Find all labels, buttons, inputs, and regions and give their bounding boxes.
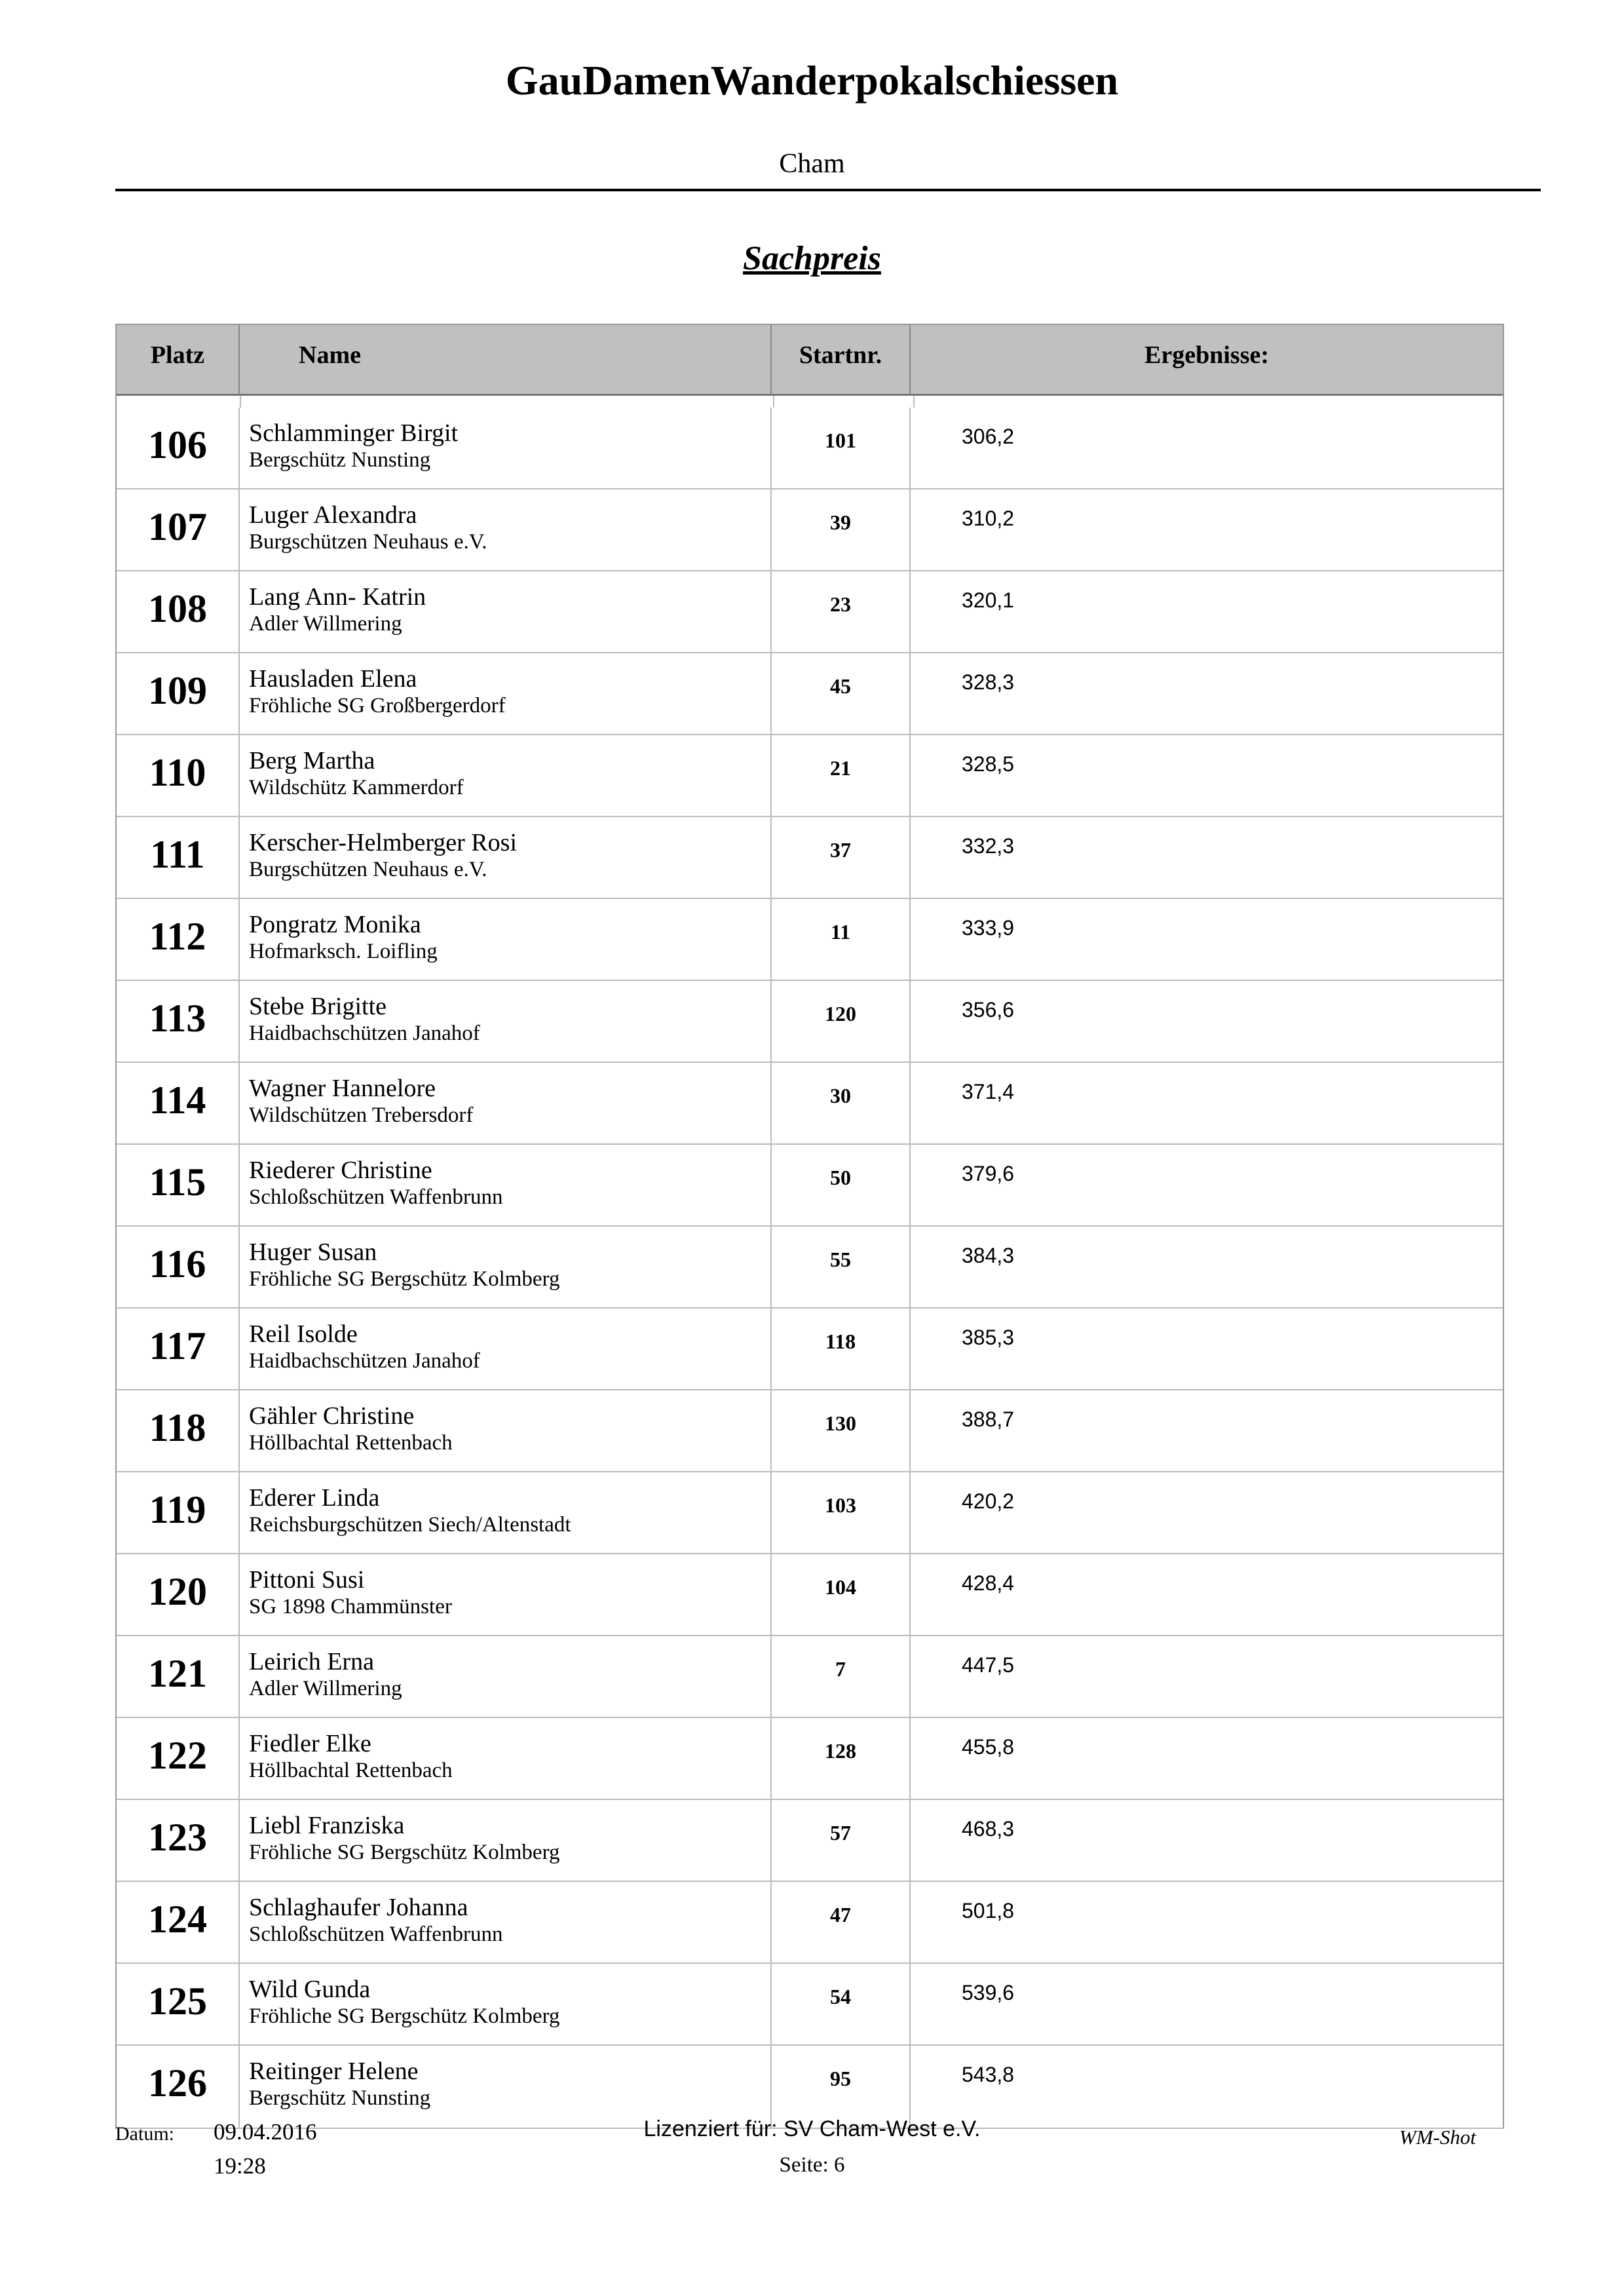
row-club: Burgschützen Neuhaus e.V. xyxy=(249,530,487,554)
row-startnr: 21 xyxy=(772,735,911,816)
row-club: Hofmarksch. Loifling xyxy=(249,940,438,963)
row-startnr: 120 xyxy=(772,981,911,1062)
row-name-cell xyxy=(240,1390,772,1471)
row-platz: 106 xyxy=(117,408,240,488)
footer-date-label: Datum: xyxy=(115,2123,174,2145)
section-heading: Sachpreis xyxy=(743,240,881,277)
row-startnr: 47 xyxy=(772,1882,911,1962)
table-row xyxy=(117,1636,1503,1718)
row-platz: 112 xyxy=(117,899,240,980)
row-club: Haidbachschützen Janahof xyxy=(249,1022,480,1045)
row-name-cell xyxy=(240,408,772,488)
row-platz: 117 xyxy=(117,1309,240,1389)
row-ergebnis: 371,4 xyxy=(962,1080,1015,1103)
row-name-cell xyxy=(240,1063,772,1143)
table-row xyxy=(117,1800,1503,1882)
row-platz: 121 xyxy=(117,1636,240,1717)
table-row xyxy=(117,1227,1503,1309)
location-subtitle: Cham xyxy=(779,149,845,179)
row-platz: 119 xyxy=(117,1472,240,1553)
row-name-cell xyxy=(240,1964,772,2044)
row-name-cell xyxy=(240,1636,772,1717)
row-name-cell xyxy=(240,1554,772,1635)
row-platz: 107 xyxy=(117,489,240,570)
row-platz: 118 xyxy=(117,1390,240,1471)
column-header-startnr: Startnr. xyxy=(772,325,911,394)
row-startnr: 104 xyxy=(772,1554,911,1635)
table-row xyxy=(117,1554,1503,1636)
footer-brand: WM-Shot xyxy=(1399,2126,1476,2149)
table-row xyxy=(117,653,1503,735)
row-ergebnis: 356,6 xyxy=(962,998,1015,1022)
table-row xyxy=(117,1718,1503,1800)
table-row xyxy=(117,735,1503,817)
row-ergebnis: 539,6 xyxy=(962,1981,1015,2004)
row-ergebnis: 468,3 xyxy=(962,1817,1015,1841)
row-platz: 126 xyxy=(117,2046,240,2128)
row-club: Fröhliche SG Bergschütz Kolmberg xyxy=(249,1267,560,1291)
row-startnr: 55 xyxy=(772,1227,911,1307)
table-row xyxy=(117,2046,1503,2128)
row-name: Kerscher-Helmberger Rosi xyxy=(249,829,518,856)
row-platz: 116 xyxy=(117,1227,240,1307)
table-row xyxy=(117,1964,1503,2046)
row-startnr: 128 xyxy=(772,1718,911,1799)
footer-time: 19:28 xyxy=(214,2153,266,2179)
row-club: Schloßschützen Waffenbrunn xyxy=(249,1923,503,1946)
row-club: Fröhliche SG Bergschütz Kolmberg xyxy=(249,2004,560,2028)
row-platz: 108 xyxy=(117,571,240,652)
row-name: Wagner Hannelore xyxy=(249,1075,436,1102)
row-startnr: 7 xyxy=(772,1636,911,1717)
row-startnr: 30 xyxy=(772,1063,911,1143)
footer-date: 09.04.2016 xyxy=(214,2119,317,2145)
row-club: Bergschütz Nunsting xyxy=(249,2086,431,2110)
row-club: Adler Willmering xyxy=(249,1677,402,1700)
row-startnr: 23 xyxy=(772,571,911,652)
table-row xyxy=(117,1390,1503,1472)
row-name: Fiedler Elke xyxy=(249,1730,371,1757)
row-name: Schlamminger Birgit xyxy=(249,419,459,447)
row-ergebnis: 543,8 xyxy=(962,2063,1015,2086)
footer-page-label: Seite: xyxy=(779,2153,829,2177)
row-startnr: 45 xyxy=(772,653,911,734)
row-startnr: 57 xyxy=(772,1800,911,1881)
row-club: Höllbachtal Rettenbach xyxy=(249,1431,453,1455)
row-platz: 114 xyxy=(117,1063,240,1143)
row-club: Schloßschützen Waffenbrunn xyxy=(249,1185,503,1209)
row-club: Wildschütz Kammerdorf xyxy=(249,776,464,799)
row-name-cell xyxy=(240,1227,772,1307)
row-club: Höllbachtal Rettenbach xyxy=(249,1759,453,1782)
row-club: Fröhliche SG Bergschütz Kolmberg xyxy=(249,1841,560,1864)
row-name-cell xyxy=(240,1882,772,1962)
row-ergebnis: 420,2 xyxy=(962,1489,1015,1513)
table-body xyxy=(117,408,1503,2128)
row-ergebnis: 501,8 xyxy=(962,1899,1015,1923)
table-row xyxy=(117,1882,1503,1964)
row-name: Liebl Franziska xyxy=(249,1812,405,1839)
row-name-cell xyxy=(240,817,772,898)
row-startnr: 118 xyxy=(772,1309,911,1389)
row-name-cell xyxy=(240,899,772,980)
row-startnr: 11 xyxy=(772,899,911,980)
row-startnr: 103 xyxy=(772,1472,911,1553)
table-row xyxy=(117,1309,1503,1390)
table-row xyxy=(117,817,1503,899)
row-name: Wild Gunda xyxy=(249,1976,371,2003)
row-startnr: 37 xyxy=(772,817,911,898)
row-name-cell xyxy=(240,1309,772,1389)
footer-license: Lizenziert für: SV Cham-West e.V. xyxy=(643,2116,981,2141)
row-ergebnis: 328,5 xyxy=(962,752,1015,776)
row-name: Schlaghaufer Johanna xyxy=(249,1894,468,1921)
table-row xyxy=(117,899,1503,981)
row-platz: 123 xyxy=(117,1800,240,1881)
row-platz: 110 xyxy=(117,735,240,816)
row-name: Reitinger Helene xyxy=(249,2057,419,2085)
table-row xyxy=(117,981,1503,1063)
row-platz: 120 xyxy=(117,1554,240,1635)
row-ergebnis: 379,6 xyxy=(962,1162,1015,1185)
row-platz: 111 xyxy=(117,817,240,898)
row-ergebnis: 384,3 xyxy=(962,1244,1015,1267)
row-ergebnis: 388,7 xyxy=(962,1407,1015,1431)
column-header-name: Name xyxy=(240,325,772,394)
row-name: Huger Susan xyxy=(249,1238,377,1266)
row-name: Pongratz Monika xyxy=(249,911,421,938)
row-club: Haidbachschützen Janahof xyxy=(249,1349,480,1373)
row-name: Hausladen Elena xyxy=(249,665,417,693)
row-club: Fröhliche SG Großbergerdorf xyxy=(249,694,506,718)
row-club: Wildschützen Trebersdorf xyxy=(249,1103,474,1127)
footer-page-number: 6 xyxy=(833,2153,845,2177)
row-name: Lang Ann- Katrin xyxy=(249,583,426,611)
row-name: Stebe Brigitte xyxy=(249,993,387,1020)
row-club: Adler Willmering xyxy=(249,612,402,636)
row-ergebnis: 385,3 xyxy=(962,1326,1015,1349)
row-name-cell xyxy=(240,489,772,570)
results-table xyxy=(115,324,1504,2129)
table-row xyxy=(117,408,1503,489)
row-ergebnis: 455,8 xyxy=(962,1735,1015,1759)
row-ergebnis: 310,2 xyxy=(962,507,1015,530)
table-row xyxy=(117,571,1503,653)
row-startnr: 130 xyxy=(772,1390,911,1471)
row-startnr: 101 xyxy=(772,408,911,488)
row-ergebnis: 328,3 xyxy=(962,670,1015,694)
row-club: Reichsburgschützen Siech/Altenstadt xyxy=(249,1513,571,1537)
row-platz: 125 xyxy=(117,1964,240,2044)
row-startnr: 50 xyxy=(772,1145,911,1225)
row-name-cell xyxy=(240,2046,772,2128)
row-name-cell xyxy=(240,1472,772,1553)
row-ergebnis: 428,4 xyxy=(962,1571,1015,1595)
header-divider xyxy=(115,189,1541,191)
row-name-cell xyxy=(240,1718,772,1799)
row-ergebnis: 332,3 xyxy=(962,834,1015,858)
row-ergebnis: 306,2 xyxy=(962,425,1015,448)
row-name: Gähler Christine xyxy=(249,1402,415,1430)
row-name-cell xyxy=(240,1800,772,1881)
row-platz: 115 xyxy=(117,1145,240,1225)
row-club: Bergschütz Nunsting xyxy=(249,448,431,472)
row-startnr: 39 xyxy=(772,489,911,570)
table-row xyxy=(117,1145,1503,1227)
row-name-cell xyxy=(240,653,772,734)
row-name: Ederer Linda xyxy=(249,1484,380,1512)
row-ergebnis: 320,1 xyxy=(962,588,1015,612)
row-ergebnis: 447,5 xyxy=(962,1653,1015,1677)
table-header-spacer xyxy=(117,396,1503,408)
row-platz: 109 xyxy=(117,653,240,734)
footer-page xyxy=(0,2153,1624,2177)
row-name-cell xyxy=(240,571,772,652)
row-name-cell xyxy=(240,981,772,1062)
table-header xyxy=(117,324,1503,396)
row-name: Leirich Erna xyxy=(249,1648,374,1675)
row-name-cell xyxy=(240,1145,772,1225)
row-name-cell xyxy=(240,735,772,816)
row-club: SG 1898 Chammünster xyxy=(249,1595,452,1618)
column-header-ergebnisse: Ergebnisse: xyxy=(1144,341,1269,369)
table-row xyxy=(117,1472,1503,1554)
document-title: GauDamenWanderpokalschiessen xyxy=(505,57,1119,104)
row-startnr: 54 xyxy=(772,1964,911,2044)
column-header-platz: Platz xyxy=(117,325,240,394)
table-row xyxy=(117,489,1503,571)
row-name: Berg Martha xyxy=(249,747,375,775)
row-platz: 124 xyxy=(117,1882,240,1962)
row-name: Reil Isolde xyxy=(249,1320,358,1348)
table-row xyxy=(117,1063,1503,1145)
row-name: Pittoni Susi xyxy=(249,1566,365,1594)
row-name: Luger Alexandra xyxy=(249,501,417,529)
row-name: Riederer Christine xyxy=(249,1157,432,1184)
row-platz: 113 xyxy=(117,981,240,1062)
row-club: Burgschützen Neuhaus e.V. xyxy=(249,858,487,881)
row-platz: 122 xyxy=(117,1718,240,1799)
row-ergebnis: 333,9 xyxy=(962,916,1015,940)
row-startnr: 95 xyxy=(772,2046,911,2128)
